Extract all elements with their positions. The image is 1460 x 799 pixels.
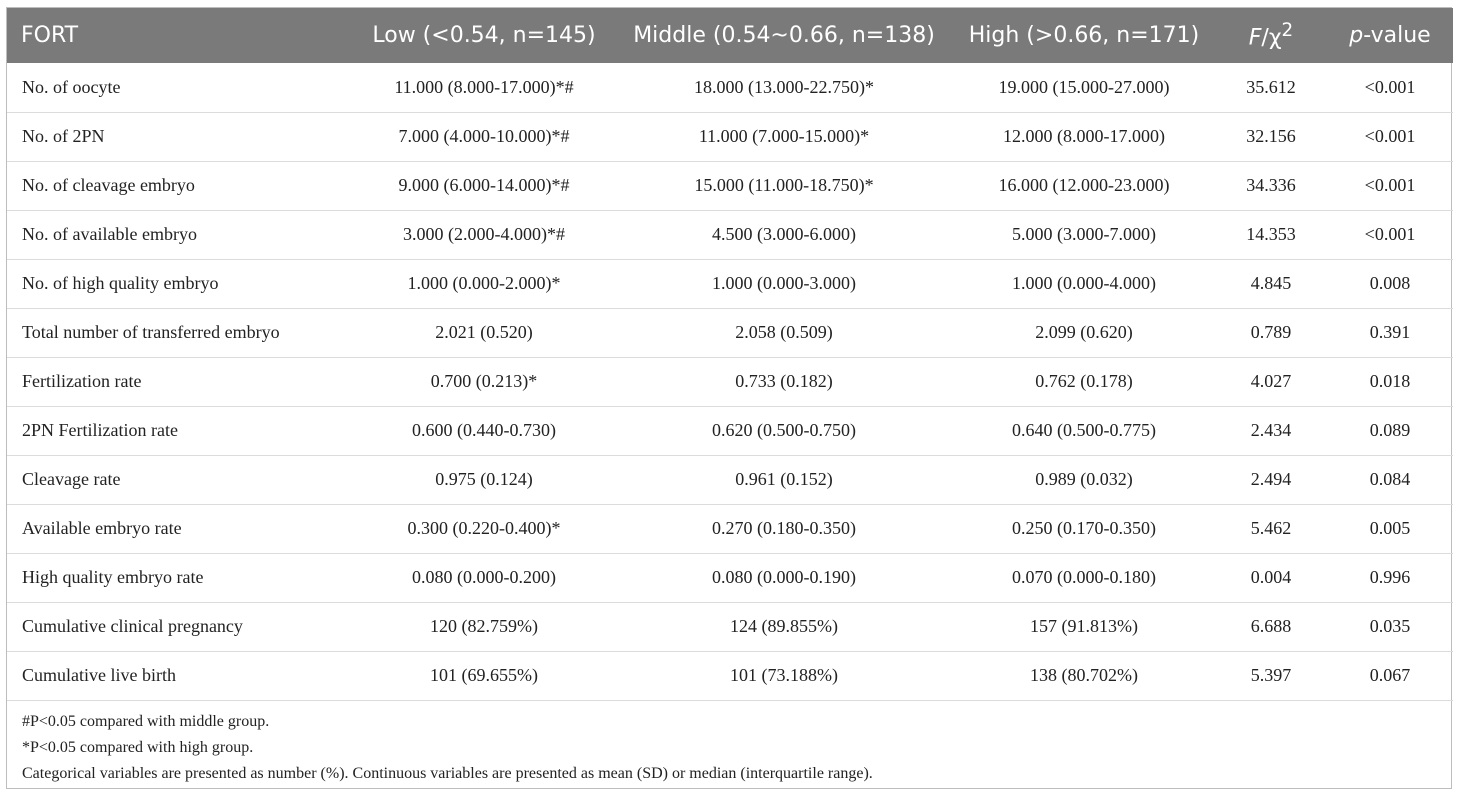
- header-f-symbol: F: [1248, 25, 1262, 51]
- row-label: No. of cleavage embryo: [22, 175, 195, 195]
- high-value: 19.000 (15.000-27.000): [998, 76, 1170, 97]
- f-chi2-value: 4.027: [1250, 371, 1292, 391]
- p-value: <0.001: [1364, 76, 1416, 97]
- table-row: [7, 308, 1453, 357]
- f-chi2-value: 14.353: [1246, 224, 1296, 244]
- header-f-chi2: [1215, 8, 1327, 63]
- header-value-text: -value: [1363, 23, 1431, 48]
- high-value: 138 (80.702%): [1030, 665, 1138, 685]
- row-label: High quality embryo rate: [22, 567, 204, 587]
- header-row: [7, 8, 1453, 63]
- middle-value: 0.620 (0.500-0.750): [712, 420, 856, 440]
- p-value: 0.089: [1369, 420, 1411, 440]
- f-chi2-value: 35.612: [1246, 76, 1296, 97]
- low-value: 7.000 (4.000-10.000)*#: [398, 126, 570, 146]
- high-value: 5.000 (3.000-7.000): [1012, 224, 1156, 244]
- table-footnotes: [7, 701, 1451, 787]
- f-chi2-value: 0.004: [1250, 567, 1292, 587]
- table-frame: [6, 7, 1452, 789]
- low-value: 0.700 (0.213)*: [430, 371, 538, 391]
- table-body: [7, 63, 1453, 700]
- f-chi2-value: 34.336: [1246, 175, 1296, 195]
- table-row: [7, 161, 1453, 210]
- p-value: 0.084: [1369, 469, 1411, 489]
- p-value: <0.001: [1364, 175, 1416, 195]
- high-value: 0.989 (0.032): [1035, 469, 1133, 489]
- footnote-high-group: *P<0.05 compared with high group.: [22, 738, 254, 756]
- p-value: <0.001: [1364, 224, 1416, 244]
- p-value: 0.005: [1369, 518, 1411, 538]
- low-value: 9.000 (6.000-14.000)*#: [398, 175, 570, 195]
- low-value: 3.000 (2.000-4.000)*#: [403, 224, 565, 244]
- high-value: 0.640 (0.500-0.775): [1012, 420, 1156, 440]
- low-value: 2.021 (0.520): [435, 322, 533, 342]
- high-value: 0.070 (0.000-0.180): [1012, 567, 1156, 587]
- row-label: Fertilization rate: [22, 371, 142, 391]
- footnote-variables: Categorical variables are presented as number (%). Continuous variables are presented as mean (SD) or median (interquartile range).: [22, 764, 873, 782]
- p-value: 0.067: [1369, 665, 1411, 685]
- f-chi2-value: 2.434: [1250, 420, 1292, 440]
- middle-value: 0.961 (0.152): [735, 469, 833, 489]
- p-value: 0.391: [1369, 322, 1411, 342]
- row-label: No. of 2PN: [22, 126, 105, 146]
- high-value: 2.099 (0.620): [1035, 322, 1133, 342]
- middle-value: 15.000 (11.000-18.750)*: [694, 175, 874, 195]
- middle-value: 1.000 (0.000-3.000): [712, 273, 856, 293]
- table-header: [7, 8, 1453, 63]
- f-chi2-value: 6.688: [1250, 616, 1292, 636]
- p-value: 0.018: [1369, 371, 1411, 391]
- middle-value: 11.000 (7.000-15.000)*: [698, 126, 870, 146]
- row-label: Available embryo rate: [22, 518, 182, 538]
- f-chi2-value: 0.789: [1250, 322, 1292, 342]
- p-value: 0.008: [1369, 273, 1411, 293]
- table-row: [7, 259, 1453, 308]
- f-chi2-value: 5.397: [1250, 665, 1292, 685]
- header-middle: Middle (0.54~0.66, n=138): [633, 23, 935, 48]
- header-low: Low (<0.54, n=145): [372, 23, 596, 48]
- low-value: 0.080 (0.000-0.200): [412, 567, 556, 587]
- row-label: No. of high quality embryo: [22, 273, 219, 293]
- table-row: [7, 112, 1453, 161]
- high-value: 16.000 (12.000-23.000): [998, 175, 1170, 195]
- middle-value: 0.080 (0.000-0.190): [712, 567, 856, 587]
- row-label: Cleavage rate: [22, 469, 121, 489]
- f-chi2-value: 2.494: [1250, 469, 1292, 489]
- middle-value: 124 (89.855%): [730, 616, 838, 636]
- low-value: 0.300 (0.220-0.400)*: [407, 518, 561, 538]
- header-fort: FORT: [21, 23, 79, 48]
- table-row: [7, 651, 1453, 700]
- table-row: [7, 553, 1453, 602]
- header-p-symbol: p: [1349, 23, 1364, 48]
- row-label: No. of available embryo: [22, 224, 197, 244]
- table-row: [7, 357, 1453, 406]
- table-row: [7, 63, 1453, 112]
- middle-value: 101 (73.188%): [730, 665, 838, 685]
- header-p-value: [1327, 8, 1453, 63]
- results-table: [7, 8, 1453, 701]
- middle-value: 2.058 (0.509): [735, 322, 833, 342]
- p-value: 0.035: [1369, 616, 1411, 636]
- high-value: 1.000 (0.000-4.000): [1012, 273, 1156, 293]
- row-label: Cumulative live birth: [22, 665, 176, 685]
- high-value: 12.000 (8.000-17.000): [1003, 126, 1165, 146]
- header-chi-symbol: /χ: [1261, 25, 1282, 51]
- header-chi-superscript: 2: [1281, 20, 1294, 42]
- row-label: Total number of transferred embryo: [22, 322, 280, 342]
- f-chi2-value: 4.845: [1250, 273, 1292, 293]
- footnote-middle-group: #P<0.05 compared with middle group.: [22, 712, 270, 730]
- high-value: 157 (91.813%): [1030, 616, 1138, 636]
- table-row: [7, 455, 1453, 504]
- row-label: No. of oocyte: [22, 76, 121, 97]
- low-value: 0.975 (0.124): [435, 469, 533, 489]
- table-row: [7, 602, 1453, 651]
- high-value: 0.250 (0.170-0.350): [1012, 518, 1156, 538]
- row-label: Cumulative clinical pregnancy: [22, 616, 243, 636]
- header-high: High (>0.66, n=171): [968, 23, 1200, 48]
- low-value: 120 (82.759%): [430, 616, 538, 636]
- middle-value: 0.733 (0.182): [735, 371, 833, 391]
- row-label: 2PN Fertilization rate: [22, 420, 178, 440]
- low-value: 101 (69.655%): [430, 665, 538, 685]
- low-value: 11.000 (8.000-17.000)*#: [394, 76, 574, 97]
- p-value: <0.001: [1364, 126, 1416, 146]
- table-row: [7, 504, 1453, 553]
- high-value: 0.762 (0.178): [1035, 371, 1133, 391]
- table-row: [7, 406, 1453, 455]
- f-chi2-value: 5.462: [1250, 518, 1292, 538]
- low-value: 1.000 (0.000-2.000)*: [407, 273, 561, 293]
- f-chi2-value: 32.156: [1246, 126, 1296, 146]
- middle-value: 0.270 (0.180-0.350): [712, 518, 856, 538]
- middle-value: 18.000 (13.000-22.750)*: [694, 76, 874, 97]
- p-value: 0.996: [1369, 567, 1411, 587]
- low-value: 0.600 (0.440-0.730): [412, 420, 556, 440]
- middle-value: 4.500 (3.000-6.000): [712, 224, 856, 244]
- table-row: [7, 210, 1453, 259]
